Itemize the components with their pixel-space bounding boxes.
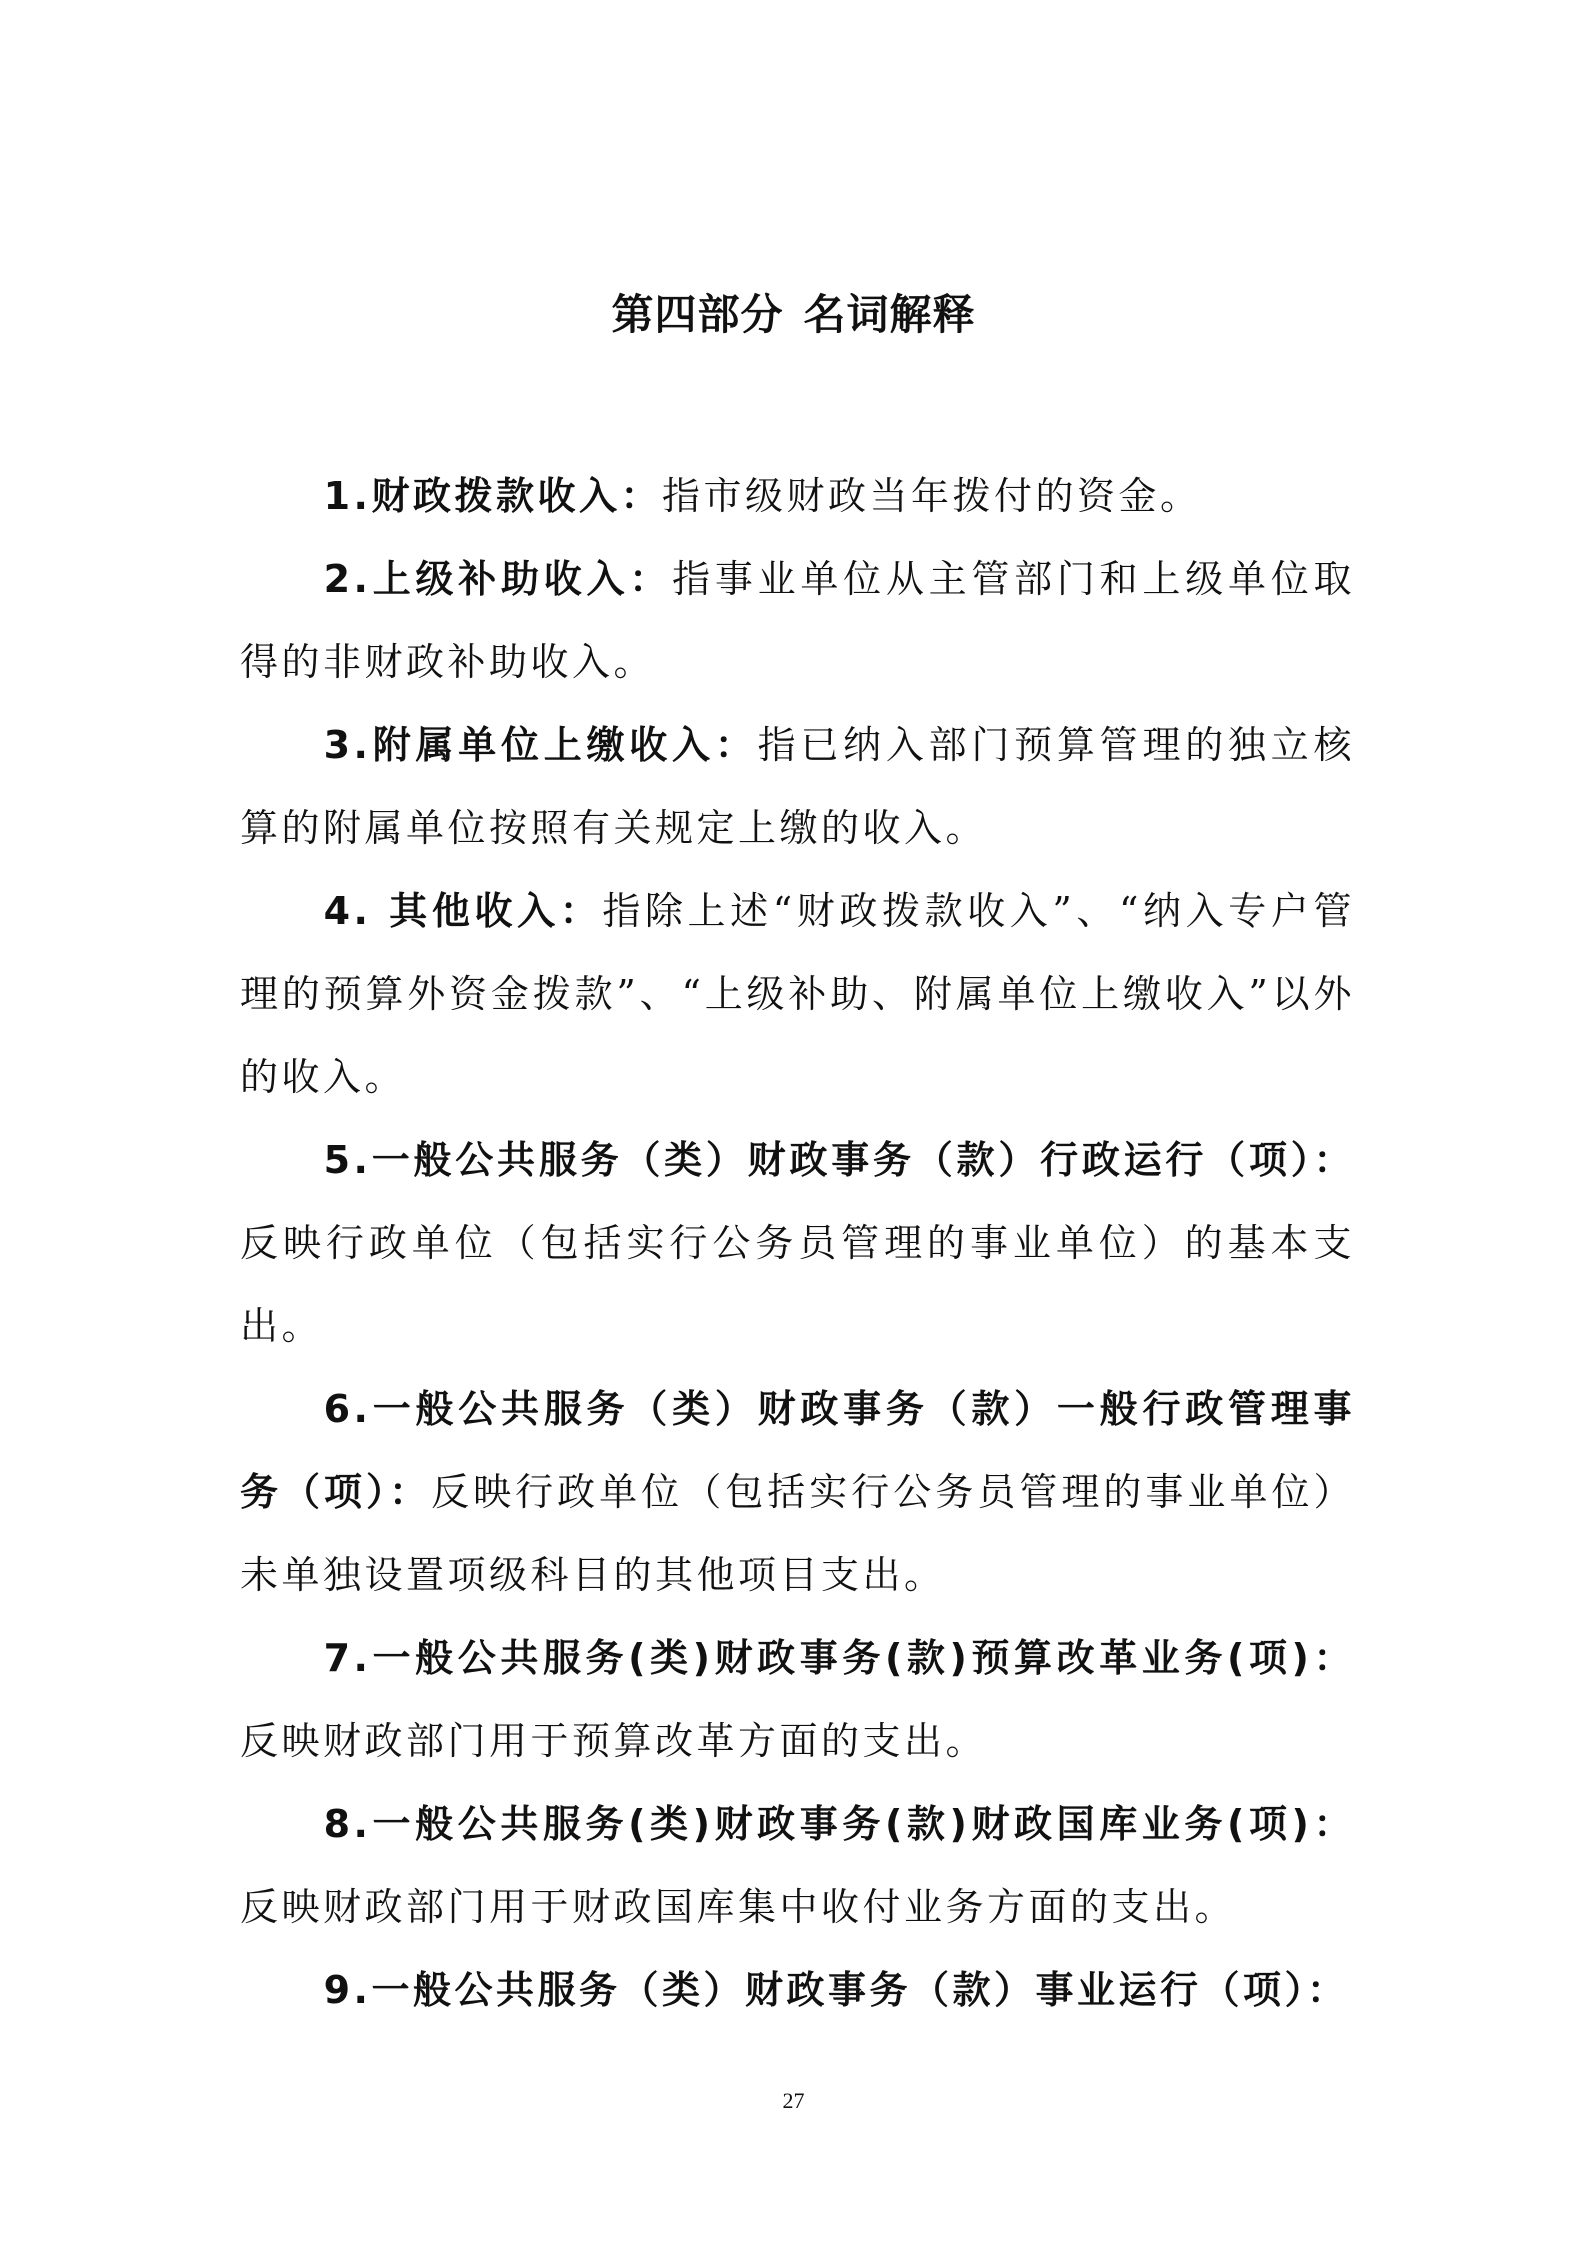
entry-description: 反映财政部门用于财政国库集中收付业务方面的支出。: [240, 1885, 1237, 1929]
page-title: [0, 285, 1587, 345]
entry-term: 4. 其他收入：: [323, 889, 603, 933]
entry-description: 指除上述“财政拨款收入”、“纳入专户管理的预算外资金拨款”、“上级补助、附属单位上缴收入”以外的收入。: [240, 889, 1355, 1099]
entry-term: 5.一般公共服务（类）财政事务（款）行政运行（项）：: [323, 1138, 1355, 1182]
glossary-entry-9: [240, 1949, 1355, 2032]
entry-term: 3.附属单位上缴收入：: [323, 723, 758, 767]
entry-term: 7.一般公共服务(类)财政事务(款)预算改革业务(项)：: [323, 1636, 1355, 1680]
glossary-entry-2: [240, 538, 1355, 704]
glossary-entry-4: [240, 870, 1355, 1119]
entry-description: 反映财政部门用于预算改革方面的支出。: [240, 1719, 988, 1763]
glossary-entry-5: [240, 1119, 1355, 1368]
entry-term: 9.一般公共服务（类）财政事务（款）事业运行（项）：: [323, 1968, 1349, 2012]
glossary-entry-6: [240, 1368, 1355, 1617]
glossary-entry-3: [240, 704, 1355, 870]
glossary-entry-7: [240, 1617, 1355, 1783]
glossary-entry-8: [240, 1783, 1355, 1949]
title-part: 第四部分: [611, 290, 784, 339]
entry-term: 6.一般公共服务（类）财政事务（款）一般行政管理事务（项）：: [240, 1387, 1355, 1514]
entry-description: 指市级财政当年拨付的资金。: [661, 474, 1202, 518]
entry-term: 2.上级补助收入：: [323, 557, 673, 601]
entry-description: 反映行政单位（包括实行公务员管理的事业单位）未单独设置项级科目的其他项目支出。: [240, 1470, 1355, 1597]
glossary-entry-1: [240, 455, 1355, 538]
entry-description: 反映行政单位（包括实行公务员管理的事业单位）的基本支出。: [240, 1221, 1355, 1348]
entry-term: 8.一般公共服务(类)财政事务(款)财政国库业务(项)：: [323, 1802, 1355, 1846]
title-name: 名词解释: [803, 290, 976, 339]
entry-description: 指已纳入部门预算管理的独立核算的附属单位按照有关规定上缴的收入。: [240, 723, 1355, 850]
page-number: 27: [782, 2088, 805, 2113]
glossary-body: [240, 455, 1355, 2032]
entry-description: 指事业单位从主管部门和上级单位取得的非财政补助收入。: [240, 557, 1355, 684]
entry-term: 1.财政拨款收入：: [323, 474, 662, 518]
